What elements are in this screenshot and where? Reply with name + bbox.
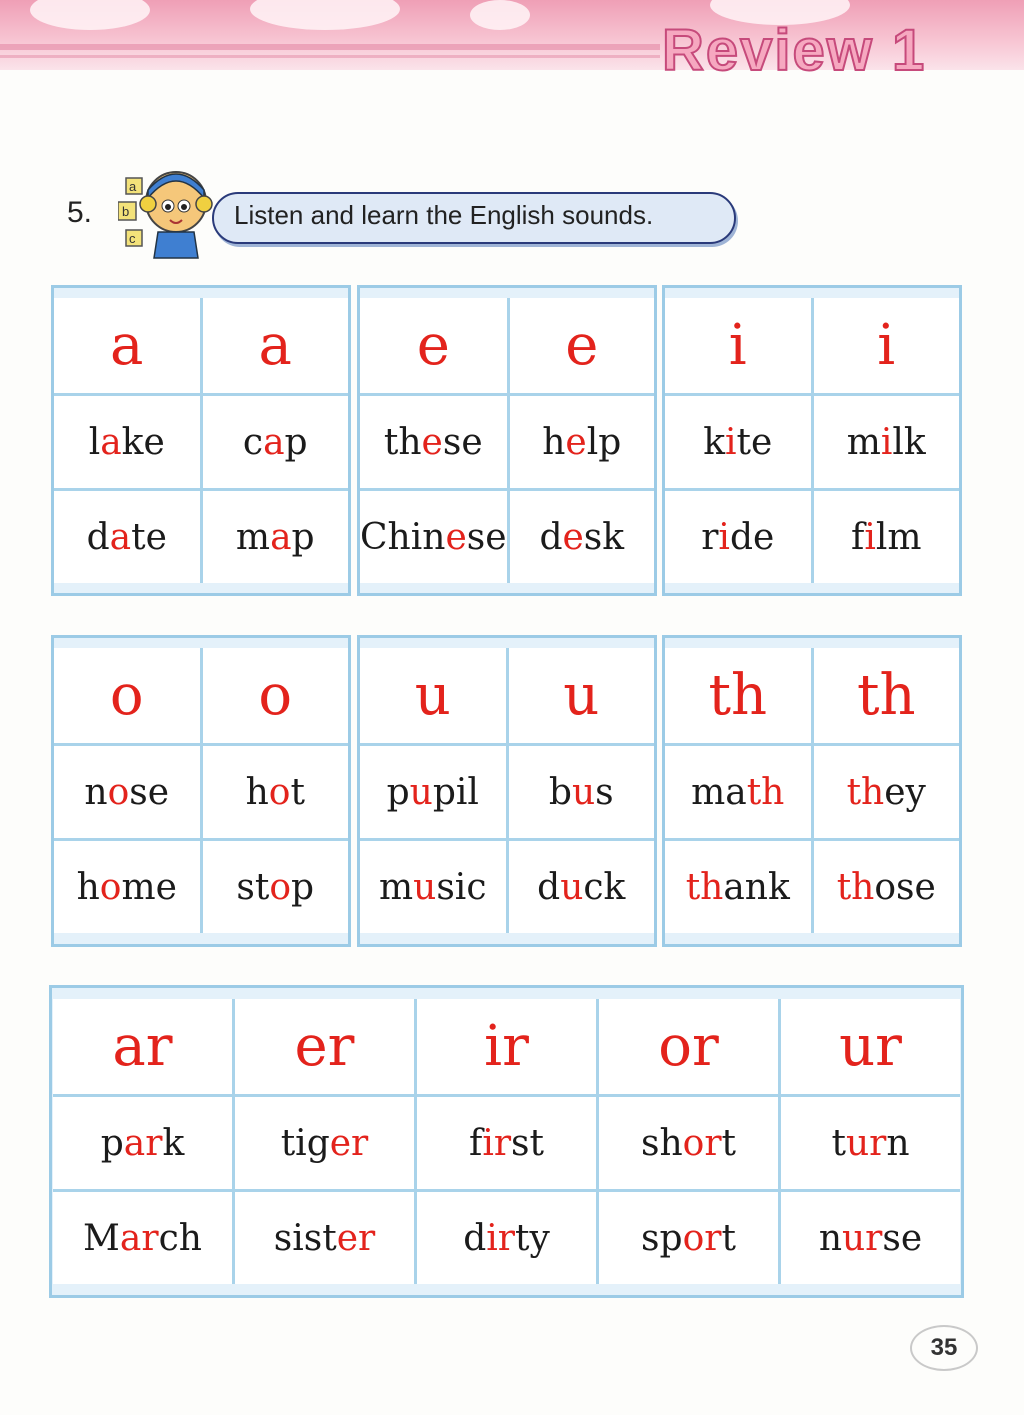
highlighted-letters: u — [560, 866, 584, 908]
sound-heading: er — [235, 999, 414, 1094]
instruction-text: Listen and learn the English sounds. — [234, 200, 654, 230]
example-word — [203, 491, 349, 583]
highlighted-letters: o — [269, 866, 292, 908]
highlighted-letters: o — [268, 771, 291, 813]
sound-heading: a — [54, 298, 200, 393]
example-word — [665, 491, 811, 583]
highlighted-letters: th — [846, 771, 885, 813]
example-word — [781, 1097, 960, 1189]
banner-stripe — [0, 55, 660, 58]
sound-heading: i — [814, 298, 960, 393]
example-word — [599, 1097, 778, 1189]
sound-heading: th — [814, 648, 960, 743]
example-word — [203, 746, 349, 838]
example-word — [360, 491, 507, 583]
sound-heading: u — [509, 648, 655, 743]
example-word — [53, 1097, 232, 1189]
cloud-decoration — [470, 0, 530, 30]
example-word — [54, 396, 200, 488]
sound-heading: ur — [781, 999, 960, 1094]
highlighted-letters: ar — [123, 1122, 163, 1164]
word-part: ck — [583, 866, 626, 908]
example-word — [509, 841, 655, 933]
example-word — [665, 396, 811, 488]
sound-heading: ar — [53, 999, 232, 1094]
highlighted-letters: th — [685, 866, 724, 908]
word-part: d — [463, 1217, 487, 1259]
word-part: d — [539, 516, 563, 558]
word-part: lm — [875, 516, 922, 558]
word-part: sp — [641, 1217, 683, 1259]
word-part: sk — [583, 516, 625, 558]
example-word — [53, 1192, 232, 1284]
word-part: k — [703, 421, 726, 463]
word-part: se — [882, 1217, 923, 1259]
example-word — [510, 491, 654, 583]
phonics-grid — [360, 298, 654, 583]
example-word — [417, 1192, 596, 1284]
example-word — [665, 841, 811, 933]
word-part: n — [818, 1217, 842, 1259]
highlighted-letters: e — [421, 421, 443, 463]
word-part: s — [595, 771, 614, 813]
word-part: m — [846, 421, 881, 463]
sound-heading: u — [360, 648, 506, 743]
word-part: te — [736, 421, 773, 463]
page-number: 35 — [910, 1325, 978, 1371]
word-part: ch — [158, 1217, 202, 1259]
word-part: p — [386, 771, 410, 813]
word-part: ank — [723, 866, 790, 908]
example-word — [54, 746, 200, 838]
word-part: sist — [273, 1217, 337, 1259]
word-part: c — [242, 421, 264, 463]
word-part: h — [76, 866, 100, 908]
word-part: te — [131, 516, 167, 558]
word-part: ke — [121, 421, 165, 463]
word-part: lp — [586, 421, 622, 463]
phonics-grid — [665, 298, 959, 583]
example-word — [599, 1192, 778, 1284]
word-part: me — [121, 866, 177, 908]
example-word — [360, 746, 506, 838]
highlighted-letters: a — [270, 516, 292, 558]
highlighted-letters: th — [746, 771, 785, 813]
example-word — [235, 1192, 414, 1284]
sound-heading: th — [665, 648, 811, 743]
highlighted-letters: o — [107, 771, 130, 813]
highlighted-letters: i — [718, 516, 730, 558]
word-part: pil — [432, 771, 479, 813]
word-part: n — [84, 771, 108, 813]
example-word — [781, 1192, 960, 1284]
mascot-tile-b: b — [122, 204, 130, 219]
word-part: st — [236, 866, 270, 908]
highlighted-letters: ur — [845, 1122, 887, 1164]
highlighted-letters: i — [864, 516, 876, 558]
highlighted-letters: a — [100, 421, 122, 463]
word-part: th — [383, 421, 422, 463]
word-part: ty — [514, 1217, 550, 1259]
highlighted-letters: or — [682, 1122, 722, 1164]
word-part: t — [721, 1122, 737, 1164]
highlighted-letters: e — [565, 421, 587, 463]
example-word — [814, 841, 960, 933]
word-part: se — [442, 421, 483, 463]
example-word — [814, 746, 960, 838]
highlighted-letters: o — [99, 866, 122, 908]
sound-heading: i — [665, 298, 811, 393]
example-word — [360, 841, 506, 933]
word-part: n — [886, 1122, 910, 1164]
word-part: se — [129, 771, 170, 813]
example-word — [235, 1097, 414, 1189]
phonics-grid — [360, 648, 654, 933]
cloud-decoration — [30, 0, 150, 30]
highlighted-letters: u — [571, 771, 596, 813]
highlighted-letters: i — [880, 421, 893, 463]
example-word — [665, 746, 811, 838]
word-part: m — [235, 516, 271, 558]
word-part: f — [851, 516, 865, 558]
example-word — [360, 396, 507, 488]
cloud-decoration — [250, 0, 400, 30]
example-word — [54, 841, 200, 933]
phonics-grid — [53, 999, 960, 1284]
word-part: b — [548, 771, 572, 813]
sound-heading: o — [54, 648, 200, 743]
sound-heading: ir — [417, 999, 596, 1094]
highlighted-letters: a — [109, 516, 132, 558]
word-part: tig — [280, 1122, 330, 1164]
word-part: lk — [892, 421, 926, 463]
highlighted-letters: or — [682, 1217, 722, 1259]
example-word — [54, 491, 200, 583]
example-word — [814, 491, 960, 583]
word-part: r — [701, 516, 719, 558]
word-part: sic — [436, 866, 487, 908]
word-part: st — [511, 1122, 544, 1164]
example-word — [203, 396, 349, 488]
word-part: M — [83, 1217, 120, 1259]
word-part: f — [468, 1122, 483, 1164]
word-part: p — [291, 866, 315, 908]
mascot-tile-c: c — [129, 231, 136, 246]
example-word — [814, 396, 960, 488]
word-part: se — [466, 516, 507, 558]
word-part: d — [86, 516, 110, 558]
word-part: t — [831, 1122, 846, 1164]
mascot-icon — [118, 160, 228, 260]
word-part: k — [162, 1122, 185, 1164]
sound-heading: o — [203, 648, 349, 743]
word-part: sh — [640, 1122, 683, 1164]
banner-stripe — [0, 44, 660, 50]
word-part: ose — [874, 866, 936, 908]
word-part: l — [88, 421, 101, 463]
sound-heading: a — [203, 298, 349, 393]
example-word — [203, 841, 349, 933]
sound-heading: or — [599, 999, 778, 1094]
page-title: Review 1 — [662, 18, 927, 83]
example-word — [417, 1097, 596, 1189]
phonics-grid — [665, 648, 959, 933]
highlighted-letters: e — [562, 516, 584, 558]
word-part: Chin — [360, 516, 446, 558]
highlighted-letters: u — [409, 771, 433, 813]
phonics-grid — [54, 648, 348, 933]
task-number: 5. — [67, 196, 93, 229]
sound-heading: e — [360, 298, 507, 393]
word-part: de — [729, 516, 775, 558]
word-part: h — [542, 421, 566, 463]
example-word — [509, 746, 655, 838]
highlighted-letters: ur — [842, 1217, 883, 1259]
word-part: d — [537, 866, 561, 908]
word-part: ma — [691, 771, 747, 813]
word-part: p — [284, 421, 308, 463]
sound-heading: e — [510, 298, 654, 393]
phonics-grid — [54, 298, 348, 583]
highlighted-letters: ir — [482, 1122, 512, 1164]
word-part: t — [290, 771, 305, 813]
word-part: m — [379, 866, 414, 908]
example-word — [510, 396, 654, 488]
highlighted-letters: a — [263, 421, 285, 463]
highlighted-letters: e — [445, 516, 467, 558]
highlighted-letters: ir — [486, 1217, 515, 1259]
word-part: ey — [884, 771, 926, 813]
highlighted-letters: ar — [119, 1217, 159, 1259]
highlighted-letters: i — [725, 421, 737, 463]
highlighted-letters: er — [336, 1217, 376, 1259]
word-part: t — [721, 1217, 736, 1259]
mascot-tile-a: a — [129, 179, 137, 194]
word-part: p — [291, 516, 315, 558]
highlighted-letters: er — [329, 1122, 369, 1164]
word-part: h — [245, 771, 269, 813]
highlighted-letters: th — [836, 866, 875, 908]
word-part: p — [100, 1122, 124, 1164]
highlighted-letters: u — [413, 866, 437, 908]
